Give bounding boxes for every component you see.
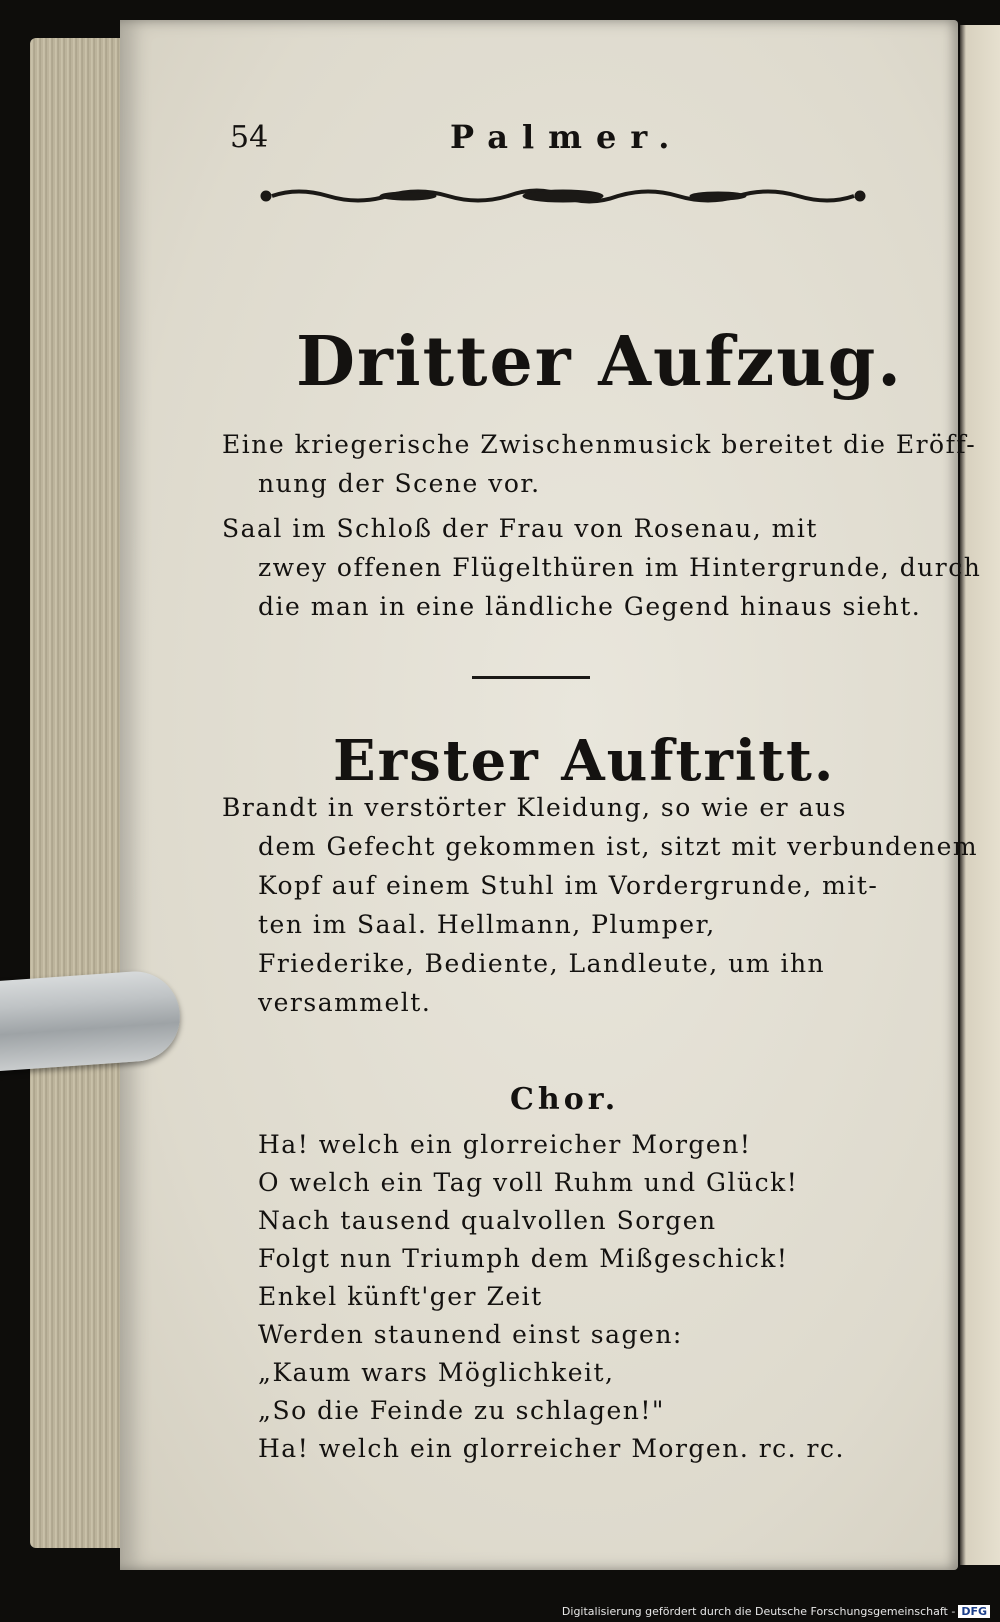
dfg-logo: DFG [958, 1605, 990, 1618]
scene-description-line: Friederike, Bediente, Landleute, um ihn [258, 949, 826, 978]
verse-line: O welch ein Tag voll Ruhm und Glück! [258, 1168, 799, 1197]
scene-description-line: dem Gefecht gekommen ist, sitzt mit verbundenem [258, 832, 979, 861]
stage-direction-line: die man in eine ländliche Gegend hinaus sieht. [258, 592, 922, 621]
next-page-sliver [960, 25, 1000, 1565]
running-title: Palmer. [450, 118, 684, 156]
verse-line: Werden staunend einst sagen: [258, 1320, 683, 1349]
scene-title: Erster Auftritt. [333, 728, 836, 794]
stage-direction-line: nung der Scene vor. [258, 469, 541, 498]
scene-description-line: Brandt in verstörter Kleidung, so wie er aus [222, 793, 847, 822]
ornament-rule [258, 183, 868, 209]
verse-line: „So die Feinde zu schlagen!" [258, 1396, 665, 1425]
digitization-credit [562, 1605, 990, 1618]
verse-line: Ha! welch ein glorreicher Morgen! [258, 1130, 752, 1159]
verse-line: Enkel künft'ger Zeit [258, 1282, 543, 1311]
act-title: Dritter Aufzug. [296, 322, 903, 402]
stage-direction-line: zwey offenen Flügelthüren im Hintergrunde, durch [258, 553, 982, 582]
verse-line: Nach tausend qualvollen Sorgen [258, 1206, 717, 1235]
page-number: 54 [230, 120, 269, 155]
scene-description-line: versammelt. [258, 988, 432, 1017]
scene-description-line: ten im Saal. Hellmann, Plumper, [258, 910, 716, 939]
verse-line: „Kaum wars Möglichkeit, [258, 1358, 615, 1387]
stage-direction-line: Saal im Schloß der Frau von Rosenau, mit [222, 514, 818, 543]
verse-line: Folgt nun Triumph dem Mißgeschick! [258, 1244, 789, 1273]
section-divider [472, 676, 590, 679]
page-holder-spatula [0, 968, 183, 1071]
verse-line: Ha! welch ein glorreicher Morgen. rc. rc. [258, 1434, 845, 1463]
credit-text: Digitalisierung gefördert durch die Deutsche Forschungsgemeinschaft - [561, 1605, 956, 1618]
chorus-label: Chor. [510, 1082, 620, 1117]
stage-direction-line: Eine kriegerische Zwischenmusick bereitet die Eröff- [222, 430, 977, 459]
scene-description-line: Kopf auf einem Stuhl im Vordergrunde, mit- [258, 871, 879, 900]
